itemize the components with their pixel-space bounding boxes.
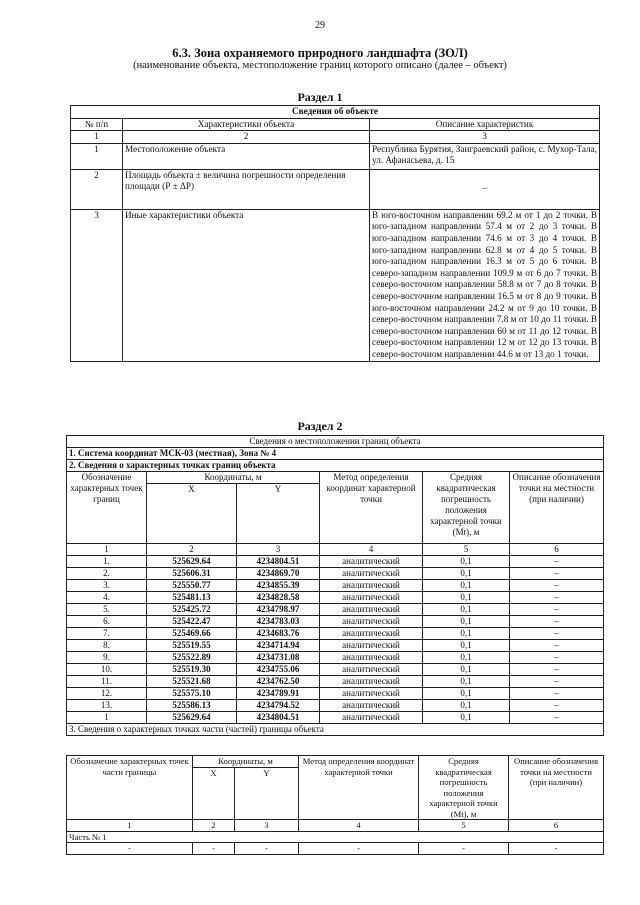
point-number: 6. — [67, 616, 147, 628]
point-description: – — [510, 568, 604, 580]
point-accuracy: 0,1 — [423, 628, 510, 640]
col-number: 2 — [123, 131, 370, 144]
point-x: 525425.72 — [147, 604, 237, 616]
coord-system: 1. Система координат МСК-03 (местная), Зона № 4 — [67, 448, 604, 460]
point-row — [67, 568, 604, 580]
point-method: аналитический — [320, 604, 423, 616]
point-accuracy: 0,1 — [423, 664, 510, 676]
col-number: 2 — [193, 820, 235, 832]
point-description: – — [510, 556, 604, 568]
header-point: Обозначение характерных точек границ — [67, 472, 147, 544]
row-num: 3 — [71, 209, 123, 361]
col-number: 3 — [370, 131, 600, 144]
col-number: 1 — [67, 544, 147, 556]
part-header-coords: Координаты, м — [193, 756, 299, 768]
point-number: 1 — [67, 712, 147, 724]
point-y: 4234855.39 — [237, 580, 320, 592]
point-description: – — [510, 700, 604, 712]
point-number: 7. — [67, 628, 147, 640]
part-cell: - — [67, 843, 193, 855]
point-method: аналитический — [320, 556, 423, 568]
row-desc: Республика Бурятия, Заиграевский район, с. Мухор-Тала, ул. Афанасьева, д. 15 — [370, 143, 600, 169]
boundary-table-title: Сведения о местоположении границ объекта — [67, 436, 604, 448]
point-description: – — [510, 616, 604, 628]
point-x: 525606.31 — [147, 568, 237, 580]
col-number: 5 — [423, 544, 510, 556]
col-number: 3 — [235, 820, 299, 832]
object-info-table — [70, 105, 600, 362]
row-num: 1 — [71, 143, 123, 169]
point-number: 2. — [67, 568, 147, 580]
col-number: 4 — [299, 820, 419, 832]
point-description: – — [510, 604, 604, 616]
point-description: – — [510, 676, 604, 688]
header-characteristic: Характеристики объекта — [123, 118, 370, 131]
point-x: 525586.13 — [147, 700, 237, 712]
point-accuracy: 0,1 — [423, 556, 510, 568]
col-number: 2 — [147, 544, 237, 556]
point-number: 13. — [67, 700, 147, 712]
point-row — [67, 556, 604, 568]
point-description: – — [510, 664, 604, 676]
point-description: – — [510, 652, 604, 664]
point-x: 525575.10 — [147, 688, 237, 700]
point-row — [67, 712, 604, 724]
point-number: 9. — [67, 652, 147, 664]
point-y: 4234789.91 — [237, 688, 320, 700]
point-accuracy: 0,1 — [423, 640, 510, 652]
point-row — [67, 640, 604, 652]
part-cell: - — [193, 843, 235, 855]
point-row — [67, 676, 604, 688]
point-number: 1. — [67, 556, 147, 568]
point-accuracy: 0,1 — [423, 676, 510, 688]
point-method: аналитический — [320, 616, 423, 628]
col-number: 4 — [320, 544, 423, 556]
point-method: аналитический — [320, 712, 423, 724]
point-x: 525522.89 — [147, 652, 237, 664]
point-number: 5. — [67, 604, 147, 616]
point-x: 525422.47 — [147, 616, 237, 628]
point-description: – — [510, 640, 604, 652]
point-row — [67, 628, 604, 640]
point-description: – — [510, 580, 604, 592]
point-y: 4234804.51 — [237, 556, 320, 568]
point-x: 525629.64 — [147, 712, 237, 724]
col-number: 3 — [237, 544, 320, 556]
point-y: 4234794.52 — [237, 700, 320, 712]
point-y: 4234869.70 — [237, 568, 320, 580]
header-coords: Координаты, м — [147, 472, 320, 484]
point-row — [67, 580, 604, 592]
point-method: аналитический — [320, 592, 423, 604]
point-x: 525629.64 — [147, 556, 237, 568]
section1-title: Раздел 1 — [297, 90, 343, 104]
point-accuracy: 0,1 — [423, 712, 510, 724]
point-description: – — [510, 592, 604, 604]
point-number: 11. — [67, 676, 147, 688]
point-x: 525519.55 — [147, 640, 237, 652]
col-number: 1 — [71, 131, 123, 144]
point-accuracy: 0,1 — [423, 688, 510, 700]
point-description: – — [510, 628, 604, 640]
col-number: 6 — [509, 820, 604, 832]
parts-title: 3. Сведения о характерных точках части (частей) границы объекта — [67, 724, 604, 736]
point-description: – — [510, 712, 604, 724]
part-header-y: Y — [235, 768, 299, 820]
points-title: 2. Сведения о характерных точках границ объекта — [67, 460, 604, 472]
col-number: 6 — [510, 544, 604, 556]
part-points-table — [66, 755, 604, 855]
point-y: 4234731.08 — [237, 652, 320, 664]
point-accuracy: 0,1 — [423, 580, 510, 592]
point-method: аналитический — [320, 652, 423, 664]
part-header-point: Обозначение характерных точек части границы — [67, 756, 193, 820]
point-y: 4234683.76 — [237, 628, 320, 640]
point-y: 4234798.97 — [237, 604, 320, 616]
point-x: 525521.68 — [147, 676, 237, 688]
point-x: 525481.13 — [147, 592, 237, 604]
point-number: 12. — [67, 688, 147, 700]
col-number: 1 — [67, 820, 193, 832]
point-accuracy: 0,1 — [423, 604, 510, 616]
part-header-accuracy: Средняя квадратическая погрешность положения характерной точки (Мt), м — [419, 756, 509, 820]
part-label: Часть № 1 — [67, 831, 604, 843]
point-accuracy: 0,1 — [423, 652, 510, 664]
part-cell: - — [299, 843, 419, 855]
point-number: 3. — [67, 580, 147, 592]
point-method: аналитический — [320, 640, 423, 652]
point-number: 10. — [67, 664, 147, 676]
section2-title: Раздел 2 — [297, 419, 343, 433]
point-accuracy: 0,1 — [423, 592, 510, 604]
point-row — [67, 592, 604, 604]
point-method: аналитический — [320, 676, 423, 688]
point-row — [67, 688, 604, 700]
row-name: Площадь объекта ± величина погрешности определения площади (Р ± ΔР) — [123, 169, 370, 209]
point-row — [67, 700, 604, 712]
col-number: 5 — [419, 820, 509, 832]
header-method: Метод определения координат характерной точки — [320, 472, 423, 544]
point-x: 525469.66 — [147, 628, 237, 640]
point-method: аналитический — [320, 664, 423, 676]
header-description: Описание характеристик — [370, 118, 600, 131]
part-header-x: X — [193, 768, 235, 820]
point-method: аналитический — [320, 700, 423, 712]
part-header-description: Описание обозначения точки на местности (при наличии) — [509, 756, 604, 820]
point-description: – — [510, 688, 604, 700]
row-name: Местоположение объекта — [123, 143, 370, 169]
point-accuracy: 0,1 — [423, 616, 510, 628]
header-description: Описание обозначения точки на местности (при наличии) — [510, 472, 604, 544]
part-header-method: Метод определения координат характерной точки — [299, 756, 419, 820]
object-info-table-title: Сведения об объекте — [71, 106, 600, 119]
point-y: 4234762.50 — [237, 676, 320, 688]
point-y: 4234714.94 — [237, 640, 320, 652]
point-method: аналитический — [320, 580, 423, 592]
point-x: 525519.30 — [147, 664, 237, 676]
row-desc: – — [370, 169, 600, 209]
point-accuracy: 0,1 — [423, 568, 510, 580]
point-y: 4234783.03 — [237, 616, 320, 628]
point-row — [67, 616, 604, 628]
part-cell: - — [509, 843, 604, 855]
header-y: Y — [237, 484, 320, 544]
boundary-points-table — [66, 435, 604, 736]
point-row — [67, 604, 604, 616]
point-y: 4234828.58 — [237, 592, 320, 604]
header-x: X — [147, 484, 237, 544]
part-cell: - — [419, 843, 509, 855]
part-cell: - — [235, 843, 299, 855]
section-heading: 6.3. Зона охраняемого природного ландшафта (ЗОЛ) — [172, 46, 468, 60]
header-num: № п/п — [71, 118, 123, 131]
row-num: 2 — [71, 169, 123, 209]
point-y: 4234804.51 — [237, 712, 320, 724]
page-number: 29 — [315, 20, 325, 31]
point-row — [67, 664, 604, 676]
point-accuracy: 0,1 — [423, 700, 510, 712]
point-y: 4234755.06 — [237, 664, 320, 676]
point-number: 4. — [67, 592, 147, 604]
point-method: аналитический — [320, 628, 423, 640]
point-row — [67, 652, 604, 664]
point-method: аналитический — [320, 688, 423, 700]
header-accuracy: Средняя квадратическая погрешность положения характерной точки (Мt), м — [423, 472, 510, 544]
point-number: 8. — [67, 640, 147, 652]
section-subheading: (наименование объекта, местоположение границ которого описано (далее – объект) — [133, 60, 507, 71]
point-method: аналитический — [320, 568, 423, 580]
row-name: Иные характеристики объекта — [123, 209, 370, 361]
row-desc: В юго-восточном направлении 69.2 м от 1 до 2 точки. В юго-западном направлении 57.4 м от 2 до 3 точки. В юго-западном направлении 74.6 м от 3 до 4 точки. В юго-западном направлении 62.8 м от 4 до 5 точки. В юго-западном направлении 16.3 м от 5 до 6 точки. В северо-западном направлении 109.9 м от 6 до 7 точки. В северо-восточном направлении 58.8 м от 7 до 8 точки. В северо-восточном направлении 16.5 м от 8 до 9 точки. В юго-восточном направлении 24.2 м от 9 до 10 точки. В северо-восточном направлении 7.8 м от 10 до 11 точки. В северо-восточном направлении 60 м от 11 до 12 точки. В северо-восточном направлении 12 м от 12 до 13 точки. В северо-восточном направлении 44.6 м от 13 до 1 точки. — [370, 209, 600, 361]
point-x: 525550.77 — [147, 580, 237, 592]
